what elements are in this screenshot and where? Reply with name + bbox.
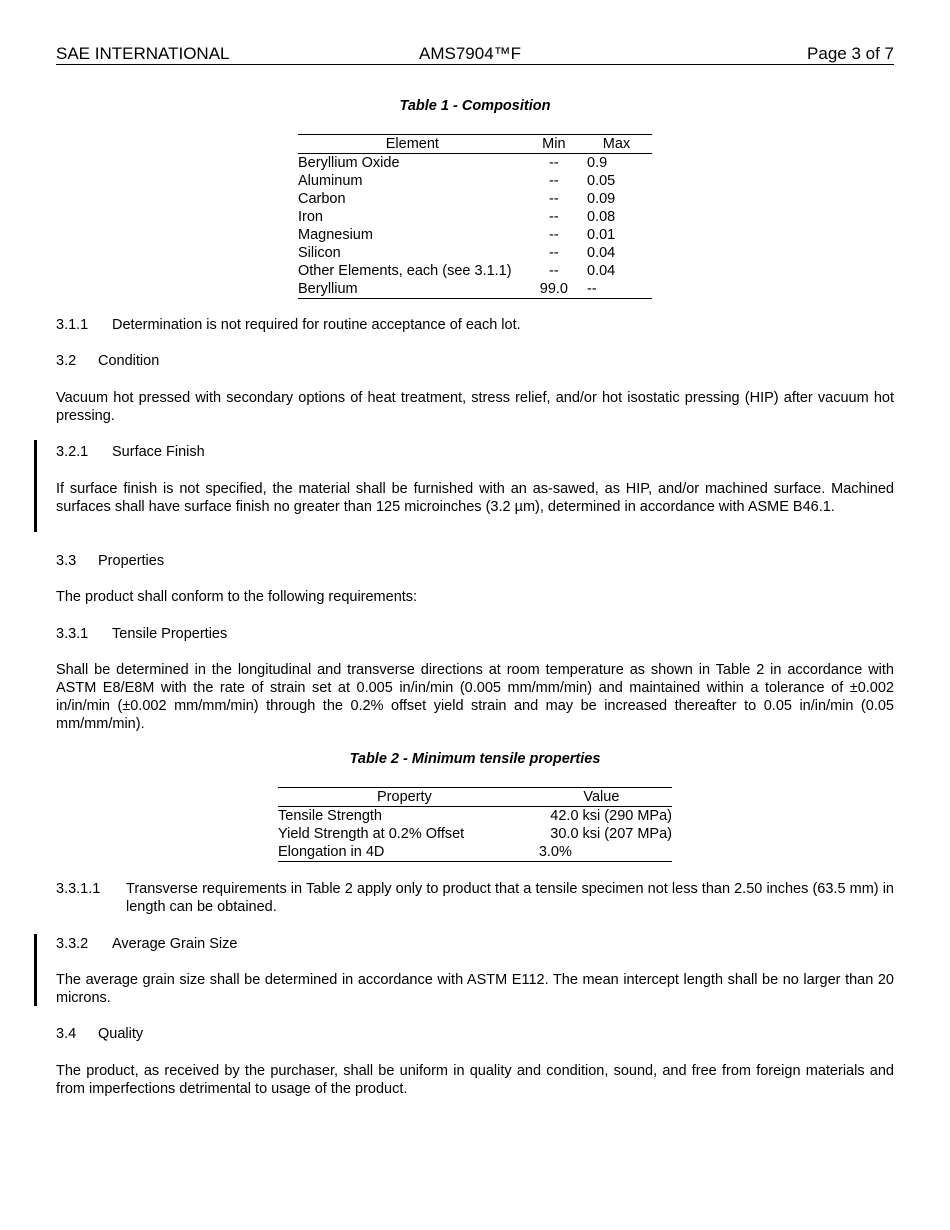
table-header-row [298, 135, 652, 154]
table-row [278, 807, 672, 826]
section-title: Properties [98, 553, 165, 569]
header-doc-id: AMS7904™F [419, 44, 522, 63]
max-value: 0.09 [587, 191, 616, 207]
header-org: SAE INTERNATIONAL [56, 44, 230, 63]
section-3-3-1-1 [56, 880, 894, 916]
section-text: Determination is not required for routine acceptance of each lot. [112, 317, 521, 333]
table-row [298, 154, 652, 173]
table2-caption: Table 2 - Minimum tensile properties [349, 751, 601, 767]
section-3-3-body: The product shall conform to the following requirements: [56, 589, 418, 605]
section-title: Surface Finish [112, 444, 205, 460]
section-title: Condition [98, 353, 160, 369]
property-value: 3.0% [538, 844, 572, 860]
section-title: Average Grain Size [112, 936, 238, 952]
property-value: 42.0 ksi (290 MPa) [550, 808, 672, 824]
section-number: 3.2.1 [56, 444, 89, 460]
min-value: -- [549, 245, 559, 261]
min-value: -- [549, 227, 559, 243]
section-3-3-2-body: The average grain size shall be determined in accordance with ASTM E112. The mean intercept length shall be no larger than 20 microns. [56, 972, 894, 1006]
section-3-2-body: Vacuum hot pressed with secondary options of heat treatment, stress relief, and/or hot isostatic pressing (HIP) after vacuum hot pressing. [56, 390, 894, 424]
min-value: -- [549, 263, 559, 279]
table-row [298, 280, 652, 299]
table-row [298, 172, 652, 190]
section-3-3-heading [56, 552, 164, 570]
table-row [298, 226, 652, 244]
element-name: Aluminum [298, 173, 363, 189]
column-header-value: Value [583, 789, 620, 805]
min-value: -- [549, 191, 559, 207]
composition-table [298, 134, 652, 299]
revision-bar [34, 440, 37, 532]
header-page-number: Page 3 of 7 [807, 44, 894, 63]
section-3-4-body: The product, as received by the purchaser, shall be uniform in quality and condition, sound, and free from foreign materials and from imperfections detrimental to usage of the product. [56, 1063, 894, 1097]
section-number: 3.3.2 [56, 936, 89, 952]
min-value: -- [549, 173, 559, 189]
section-number: 3.2 [56, 353, 77, 369]
element-name: Silicon [298, 245, 341, 261]
section-3-3-1-heading [56, 625, 227, 643]
section-3-3-2-heading [56, 935, 237, 953]
tensile-properties-table [278, 787, 672, 862]
section-number: 3.3.1 [56, 626, 89, 642]
section-number: 3.3.1.1 [56, 881, 101, 897]
property-name: Tensile Strength [278, 808, 382, 824]
section-3-2-1-heading [56, 443, 205, 461]
table1-caption: Table 1 - Composition [399, 98, 551, 114]
section-number: 3.3 [56, 553, 77, 569]
element-name: Magnesium [298, 227, 373, 243]
min-value: 99.0 [539, 281, 568, 297]
property-name: Elongation in 4D [278, 844, 385, 860]
section-number: 3.4 [56, 1026, 77, 1042]
element-name: Beryllium Oxide [298, 155, 400, 171]
table-row [298, 190, 652, 208]
table-row [278, 843, 672, 862]
property-value: 30.0 ksi (207 MPa) [550, 826, 672, 842]
section-3-1-1 [56, 316, 521, 334]
table-header-row [278, 788, 672, 807]
section-3-2-1-body: If surface finish is not specified, the material shall be furnished with an as-sawed, as HIP, and/or machined surface. Machined surfaces shall have surface finish no greater than 125 microinches (3.2 µm), determined in accordance with ASME B46.1. [56, 481, 894, 515]
table-row [298, 262, 652, 280]
element-name: Other Elements, each (see 3.1.1) [298, 263, 512, 279]
element-name: Beryllium [298, 281, 358, 297]
section-3-4-heading [56, 1025, 143, 1043]
column-header-max: Max [602, 136, 631, 152]
max-value: 0.9 [587, 155, 608, 171]
column-header-property: Property [377, 789, 432, 805]
column-header-min: Min [542, 136, 566, 152]
max-value: 0.05 [587, 173, 616, 189]
max-value: 0.01 [587, 227, 616, 243]
min-value: -- [549, 209, 559, 225]
element-name: Carbon [298, 191, 346, 207]
property-name: Yield Strength at 0.2% Offset [278, 826, 465, 842]
page-header [56, 44, 894, 65]
section-title: Quality [98, 1026, 144, 1042]
max-value: 0.08 [587, 209, 616, 225]
max-value: 0.04 [587, 263, 616, 279]
section-3-3-1-body: Shall be determined in the longitudinal and transverse directions at room temperature as shown in Table 2 in accordance with ASTM E8/E8M with the rate of strain set at 0.005 in/in/min (0.005 mm/mm/min) and maintained within a tolerance of ±0.002 in/in/min (±0.002 mm/mm/min) through the 0.2% offset yield strain and may be increased thereafter to 0.05 in/in/min (0.05 mm/mm/min). [56, 662, 894, 732]
table-row [298, 244, 652, 262]
section-text: Transverse requirements in Table 2 apply only to product that a tensile specimen not less than 2.50 inches (63.5 mm) in length can be obtained. [126, 881, 894, 915]
section-number: 3.1.1 [56, 317, 89, 333]
min-value: -- [549, 155, 559, 171]
section-3-2-heading [56, 352, 159, 370]
element-name: Iron [298, 209, 323, 225]
column-header-element: Element [385, 136, 439, 152]
section-title: Tensile Properties [112, 626, 228, 642]
table-row [278, 825, 672, 843]
revision-bar [34, 934, 37, 1006]
table-row [298, 208, 652, 226]
max-value: 0.04 [587, 245, 616, 261]
max-value: -- [587, 281, 597, 297]
